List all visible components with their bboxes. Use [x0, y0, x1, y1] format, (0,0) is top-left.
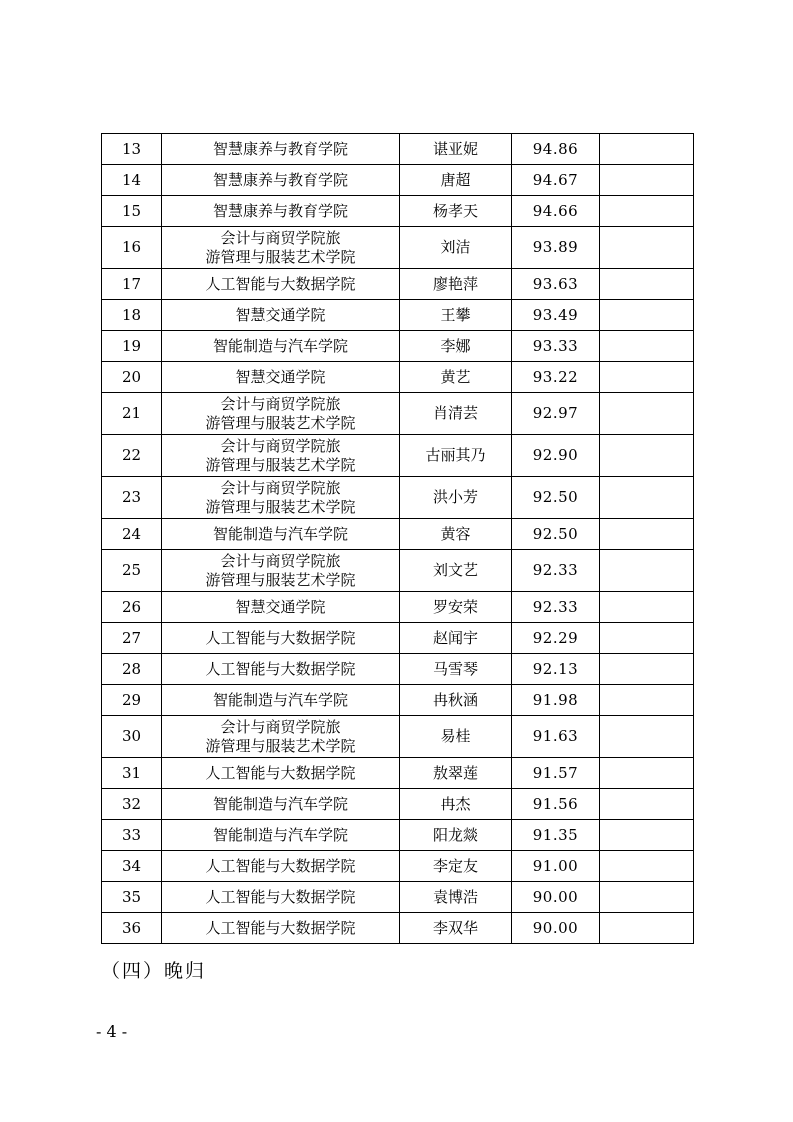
score-cell: 91.56 — [512, 789, 600, 820]
remark-cell — [600, 134, 694, 165]
row-number: 13 — [102, 134, 162, 165]
college-cell — [162, 331, 400, 362]
college-cell — [162, 134, 400, 165]
remark-cell — [600, 913, 694, 944]
page-number: - 4 - — [96, 1022, 128, 1041]
table-row — [102, 435, 694, 477]
remark-cell — [600, 393, 694, 435]
remark-cell — [600, 623, 694, 654]
college-line: 智能制造与汽车学院 — [212, 336, 348, 355]
college-cell — [162, 550, 400, 592]
remark-cell — [600, 758, 694, 789]
row-number: 35 — [102, 882, 162, 913]
remark-cell — [600, 269, 694, 300]
row-number: 20 — [102, 362, 162, 393]
college-line: 人工智能与大数据学院 — [205, 659, 356, 678]
score-cell: 92.50 — [512, 519, 600, 550]
table-row — [102, 716, 694, 758]
student-name: 李双华 — [400, 913, 512, 944]
college-line: 人工智能与大数据学院 — [205, 887, 356, 906]
remark-cell — [600, 165, 694, 196]
table-row — [102, 758, 694, 789]
student-name: 赵闻宇 — [400, 623, 512, 654]
college-line: 人工智能与大数据学院 — [205, 628, 356, 647]
score-cell: 90.00 — [512, 913, 600, 944]
college-line: 智能制造与汽车学院 — [212, 524, 348, 543]
score-cell: 94.67 — [512, 165, 600, 196]
remark-cell — [600, 592, 694, 623]
college-line: 智慧交通学院 — [235, 597, 326, 616]
score-cell: 92.90 — [512, 435, 600, 477]
student-name: 阳龙燚 — [400, 820, 512, 851]
college-line: 会计与商贸学院旅 — [220, 478, 341, 497]
college-line: 游管理与服装艺术学院 — [205, 736, 356, 755]
table-row — [102, 196, 694, 227]
college-line: 智能制造与汽车学院 — [212, 690, 348, 709]
college-line: 智慧交通学院 — [235, 305, 326, 324]
remark-cell — [600, 477, 694, 519]
college-line: 人工智能与大数据学院 — [205, 856, 356, 875]
table-row — [102, 300, 694, 331]
student-name: 敖翠莲 — [400, 758, 512, 789]
table-row — [102, 227, 694, 269]
row-number: 23 — [102, 477, 162, 519]
score-cell: 92.29 — [512, 623, 600, 654]
table-row — [102, 685, 694, 716]
college-cell — [162, 820, 400, 851]
row-number: 29 — [102, 685, 162, 716]
college-cell — [162, 758, 400, 789]
student-name: 谌亚妮 — [400, 134, 512, 165]
college-line: 智慧交通学院 — [235, 367, 326, 386]
college-line: 会计与商贸学院旅 — [220, 228, 341, 247]
table-row — [102, 623, 694, 654]
student-name: 李定友 — [400, 851, 512, 882]
college-cell — [162, 477, 400, 519]
remark-cell — [600, 550, 694, 592]
college-cell — [162, 165, 400, 196]
row-number: 26 — [102, 592, 162, 623]
score-cell: 93.33 — [512, 331, 600, 362]
table-row — [102, 654, 694, 685]
student-name: 唐超 — [400, 165, 512, 196]
remark-cell — [600, 654, 694, 685]
student-name: 李娜 — [400, 331, 512, 362]
score-cell: 93.22 — [512, 362, 600, 393]
college-cell — [162, 362, 400, 393]
college-cell — [162, 851, 400, 882]
college-line: 会计与商贸学院旅 — [220, 394, 341, 413]
row-number: 19 — [102, 331, 162, 362]
college-cell — [162, 592, 400, 623]
table-row — [102, 362, 694, 393]
college-cell — [162, 435, 400, 477]
remark-cell — [600, 789, 694, 820]
table-row — [102, 913, 694, 944]
remark-cell — [600, 227, 694, 269]
row-number: 24 — [102, 519, 162, 550]
college-cell — [162, 300, 400, 331]
remark-cell — [600, 716, 694, 758]
table-row — [102, 269, 694, 300]
student-name: 肖清芸 — [400, 393, 512, 435]
college-cell — [162, 196, 400, 227]
student-name: 袁博浩 — [400, 882, 512, 913]
row-number: 31 — [102, 758, 162, 789]
college-cell — [162, 913, 400, 944]
score-cell: 90.00 — [512, 882, 600, 913]
table-row — [102, 519, 694, 550]
college-line: 人工智能与大数据学院 — [205, 918, 356, 937]
college-line: 游管理与服装艺术学院 — [205, 413, 356, 432]
table-row — [102, 882, 694, 913]
row-number: 25 — [102, 550, 162, 592]
college-line: 会计与商贸学院旅 — [220, 717, 341, 736]
row-number: 21 — [102, 393, 162, 435]
college-cell — [162, 882, 400, 913]
table-row — [102, 134, 694, 165]
college-line: 智慧康养与教育学院 — [212, 201, 348, 220]
college-cell — [162, 227, 400, 269]
row-number: 33 — [102, 820, 162, 851]
student-name: 杨孝天 — [400, 196, 512, 227]
score-cell: 92.13 — [512, 654, 600, 685]
student-name: 洪小芳 — [400, 477, 512, 519]
row-number: 18 — [102, 300, 162, 331]
remark-cell — [600, 362, 694, 393]
score-cell: 94.86 — [512, 134, 600, 165]
table-row — [102, 789, 694, 820]
table-row — [102, 592, 694, 623]
student-name: 易桂 — [400, 716, 512, 758]
remark-cell — [600, 851, 694, 882]
score-cell: 91.00 — [512, 851, 600, 882]
score-cell: 92.97 — [512, 393, 600, 435]
college-cell — [162, 716, 400, 758]
college-line: 智慧康养与教育学院 — [212, 139, 348, 158]
table-row — [102, 820, 694, 851]
college-cell — [162, 789, 400, 820]
score-cell: 91.98 — [512, 685, 600, 716]
section-heading: （四）晚归 — [101, 960, 207, 982]
row-number: 36 — [102, 913, 162, 944]
college-cell — [162, 623, 400, 654]
student-name: 黄艺 — [400, 362, 512, 393]
student-name: 刘文艺 — [400, 550, 512, 592]
ranking-table-body — [102, 134, 694, 944]
student-name: 古丽其乃 — [400, 435, 512, 477]
score-cell: 91.63 — [512, 716, 600, 758]
college-line: 游管理与服装艺术学院 — [205, 247, 356, 266]
score-cell: 93.89 — [512, 227, 600, 269]
row-number: 32 — [102, 789, 162, 820]
remark-cell — [600, 435, 694, 477]
remark-cell — [600, 331, 694, 362]
score-cell: 92.50 — [512, 477, 600, 519]
row-number: 16 — [102, 227, 162, 269]
score-cell: 93.63 — [512, 269, 600, 300]
college-line: 会计与商贸学院旅 — [220, 551, 341, 570]
college-line: 人工智能与大数据学院 — [205, 763, 356, 782]
student-name: 罗安荣 — [400, 592, 512, 623]
ranking-table — [101, 133, 694, 944]
table-row — [102, 477, 694, 519]
college-line: 智能制造与汽车学院 — [212, 825, 348, 844]
row-number: 14 — [102, 165, 162, 196]
row-number: 30 — [102, 716, 162, 758]
table-row — [102, 165, 694, 196]
college-cell — [162, 654, 400, 685]
score-cell: 93.49 — [512, 300, 600, 331]
student-name: 廖艳萍 — [400, 269, 512, 300]
college-line: 智慧康养与教育学院 — [212, 170, 348, 189]
college-line: 游管理与服装艺术学院 — [205, 570, 356, 589]
row-number: 22 — [102, 435, 162, 477]
remark-cell — [600, 685, 694, 716]
table-row — [102, 550, 694, 592]
student-name: 马雪琴 — [400, 654, 512, 685]
college-cell — [162, 393, 400, 435]
student-name: 黄容 — [400, 519, 512, 550]
college-line: 会计与商贸学院旅 — [220, 436, 341, 455]
college-line: 智能制造与汽车学院 — [212, 794, 348, 813]
remark-cell — [600, 196, 694, 227]
row-number: 34 — [102, 851, 162, 882]
college-line: 人工智能与大数据学院 — [205, 274, 356, 293]
remark-cell — [600, 882, 694, 913]
remark-cell — [600, 300, 694, 331]
row-number: 27 — [102, 623, 162, 654]
college-line: 游管理与服装艺术学院 — [205, 455, 356, 474]
row-number: 28 — [102, 654, 162, 685]
row-number: 17 — [102, 269, 162, 300]
college-cell — [162, 269, 400, 300]
row-number: 15 — [102, 196, 162, 227]
table-row — [102, 331, 694, 362]
remark-cell — [600, 519, 694, 550]
remark-cell — [600, 820, 694, 851]
score-cell: 91.35 — [512, 820, 600, 851]
student-name: 王攀 — [400, 300, 512, 331]
college-cell — [162, 685, 400, 716]
college-cell — [162, 519, 400, 550]
score-cell: 92.33 — [512, 592, 600, 623]
score-cell: 92.33 — [512, 550, 600, 592]
student-name: 刘洁 — [400, 227, 512, 269]
student-name: 冉秋涵 — [400, 685, 512, 716]
score-cell: 91.57 — [512, 758, 600, 789]
table-row — [102, 851, 694, 882]
college-line: 游管理与服装艺术学院 — [205, 497, 356, 516]
score-cell: 94.66 — [512, 196, 600, 227]
student-name: 冉杰 — [400, 789, 512, 820]
table-row — [102, 393, 694, 435]
